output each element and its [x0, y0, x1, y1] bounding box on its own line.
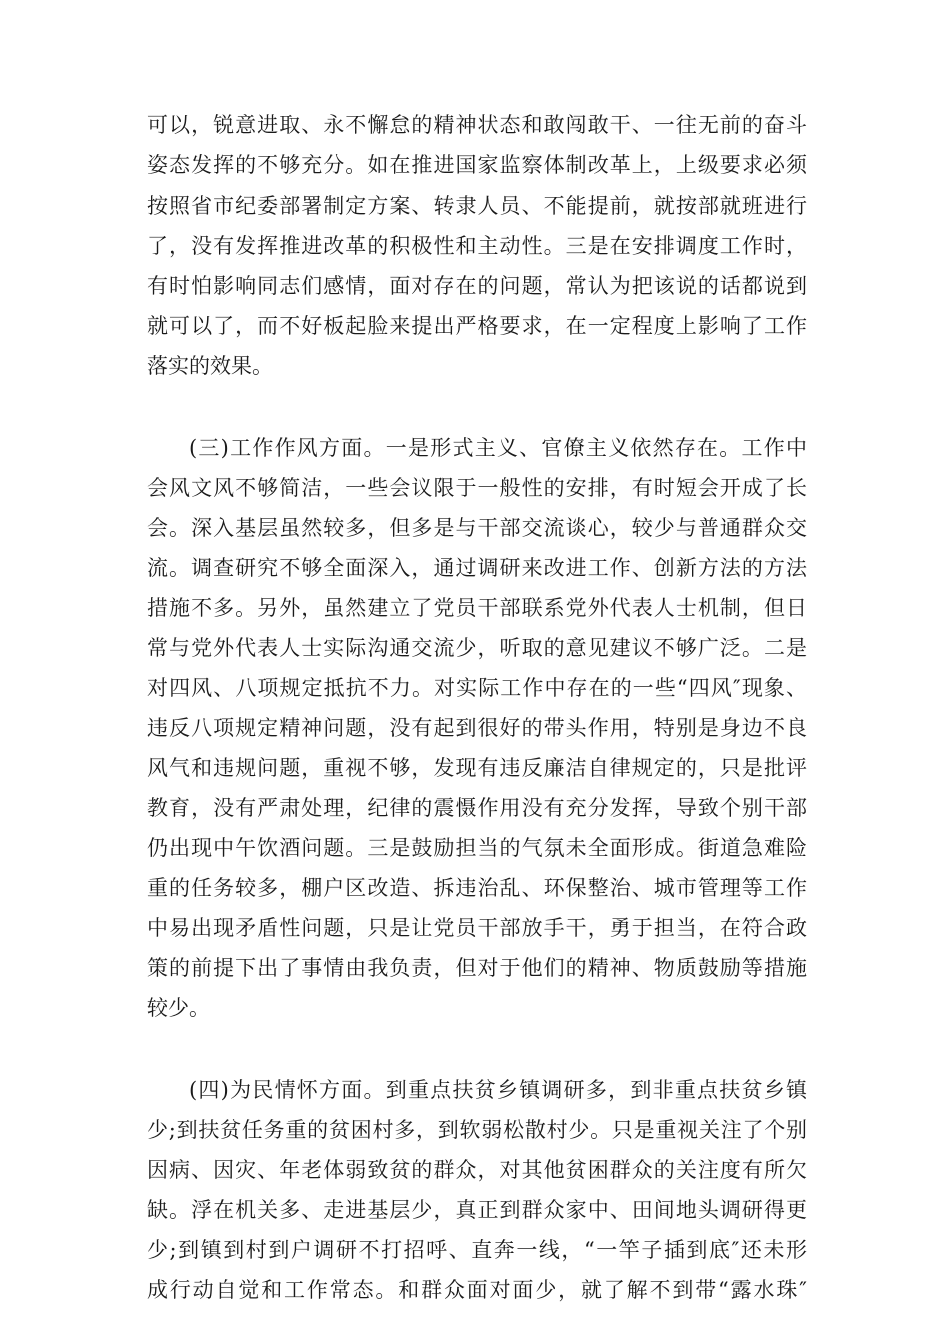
text-line: 流。调查研究不够全面深入，通过调研来改进工作、创新方法的方法 — [147, 556, 807, 580]
text-line: 缺。浮在机关多、走进基层少，真正到群众家中、田间地头调研得更 — [147, 1198, 807, 1222]
text-line: 对四风、八项规定抵抗不力。对实际工作中存在的一些“四风″现象、 — [147, 676, 807, 700]
text-line: 了，没有发挥推进改革的积极性和主动性。三是在安排调度工作时， — [147, 234, 807, 258]
text-line: 按照省市纪委部署制定方案、转隶人员、不能提前，就按部就班进行 — [147, 194, 807, 218]
text-line: 姿态发挥的不够充分。如在推进国家监察体制改革上，上级要求必须 — [147, 153, 807, 177]
text-line: 风气和违规问题，重视不够，发现有违反廉洁自律规定的，只是批评 — [147, 756, 807, 780]
text-line: 重的任务较多，棚户区改造、拆违治乱、环保整治、城市管理等工作 — [147, 876, 807, 900]
text-line: 违反八项规定精神问题，没有起到很好的带头作用，特别是身边不良 — [147, 716, 807, 740]
paragraph-heading-3: (三)工作作风方面。一是形式主义、官僚主义依然存在。工作中 — [189, 436, 807, 460]
text-line: 就可以了，而不好板起脸来提出严格要求，在一定程度上影响了工作 — [147, 314, 807, 338]
text-line: 有时怕影响同志们感情，面对存在的问题，常认为把该说的话都说到 — [147, 274, 807, 298]
text-line: 措施不多。另外，虽然建立了党员干部联系党外代表人士机制，但日 — [147, 596, 807, 620]
text-line: 可以，锐意进取、永不懈怠的精神状态和敢闯敢干、一往无前的奋斗 — [147, 113, 807, 137]
text-line: 少;到镇到村到户调研不打招呼、直奔一线，“一竿子插到底″还未形 — [147, 1238, 807, 1262]
text-line: 会。深入基层虽然较多，但多是与干部交流谈心，较少与普通群众交 — [147, 516, 807, 540]
text-line: 因病、因灾、年老体弱致贫的群众，对其他贫困群众的关注度有所欠 — [147, 1158, 807, 1182]
text-line: 会风文风不够简洁，一些会议限于一般性的安排，有时短会开成了长 — [147, 476, 807, 500]
text-line: 策的前提下出了事情由我负责，但对于他们的精神、物质鼓励等措施 — [147, 956, 807, 980]
text-line: 落实的效果。 — [147, 354, 273, 378]
text-line: 仍出现中午饮酒问题。三是鼓励担当的气氛未全面形成。街道急难险 — [147, 836, 807, 860]
text-line: 成行动自觉和工作常态。和群众面对面少，就了解不到带“露水珠″ — [147, 1278, 807, 1302]
text-line: 中易出现矛盾性问题，只是让党员干部放手干，勇于担当，在符合政 — [147, 916, 807, 940]
text-line: 少;到扶贫任务重的贫困村多，到软弱松散村少。只是重视关注了个别 — [147, 1118, 807, 1142]
text-line: 较少。 — [147, 996, 210, 1020]
text-line: 常与党外代表人士实际沟通交流少，听取的意见建议不够广泛。二是 — [147, 636, 807, 660]
text-line: 教育，没有严肃处理，纪律的震慑作用没有充分发挥，导致个别干部 — [147, 796, 807, 820]
paragraph-heading-4: (四)为民情怀方面。到重点扶贫乡镇调研多，到非重点扶贫乡镇 — [189, 1078, 807, 1102]
